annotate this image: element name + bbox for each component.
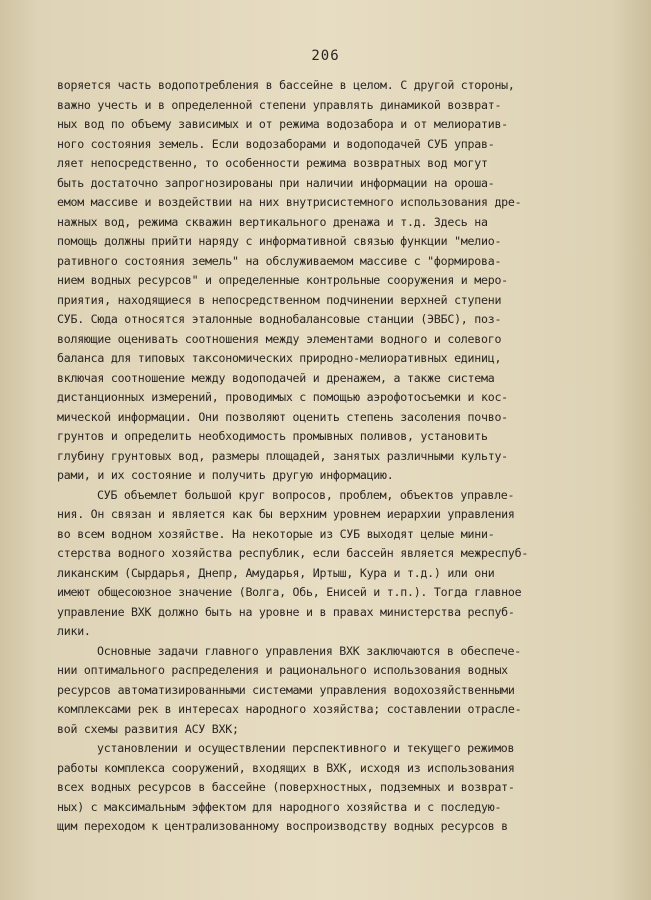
text-line: имеют общесоюзное значение (Волга, Обь, Енисей и т.п.). Тогда главное [57,585,522,599]
page-number: 206 [311,48,340,64]
text-line: ния. Он связан и является как бы верхним уровнем иерархии управления [57,507,515,521]
text-line: ных) с максимальным эффектом для народного хозяйства и с последую- [57,799,502,814]
text-line: всех водных ресурсов в бассейне (поверхностных, подземных и возврат- [57,780,515,794]
text-line: установлении и осуществлении перспективного и текущего режимов [97,741,515,755]
text-line: важно учесть и в определенной степени управлять динамикой возврат- [57,97,502,112]
text-line: емом массиве и воздействии на них внутрисистемного использования дре- [57,195,522,209]
text-line: воляющие оценивать соотношения между элементами водного и солевого [57,331,502,346]
text-line: грунтов и определить необходимость промывных поливов, установить [57,429,488,443]
text-line: комплексами рек в интересах народного хозяйства; составлении отрасле- [57,702,522,716]
text-line: ликанским (Сырдарья, Днепр, Амударья, Иртыш, Кура и т.д.) или они [57,565,495,580]
text-line: помощь должны прийти наряду с информативной связью функции "мелио- [57,234,502,248]
text-line: быть достаточно запрогнозированы при наличии информации на ороша- [57,175,495,190]
text-line: рами, и их состояние и получить другую информацию. [57,468,394,482]
text-line: СУБ объемлет большой круг вопросов, проблем, объектов управле- [97,487,515,502]
text-line: нии оптимального распределения и рационального использования водных [57,663,508,677]
text-line: баланса для типовых таксономических природно-мелиоративных единиц, [57,351,502,365]
text-line: воряется часть водопотребления в бассейне в целом. С другой стороны, [57,78,515,92]
text-line: нием водных ресурсов" и определенные контрольные сооружения и меро- [57,273,508,287]
text-line: ных вод по объему зависимых и от режима водозабора и от мелиоратив- [57,117,508,131]
text-line: лики. [57,624,91,638]
text-line: стерства водного хозяйства республик, если бассейн является межреспуб- [57,546,529,560]
body-text [57,76,627,837]
text-line: ративного состояния земель" на обслуживаемом массиве с "формирова- [57,253,502,268]
text-line: вой схемы развития АСУ ВХК; [57,721,239,736]
text-line: работы комплекса сооружений, входящих в ВХК, исходя из использования [57,760,515,775]
text-line: мической информации. Они позволяют оценить степень засоления почво- [57,409,508,424]
text-line: ляет непосредственно, то особенности режима возвратных вод могут [57,156,488,170]
text-line: СУБ. Сюда относятся эталонные воднобалансовые станции (ЭВБС), поз- [57,312,502,326]
text-line: ного состояния земель. Если водозаборами и водоподачей СУБ управ- [57,136,495,151]
text-line: Основные задачи главного управления ВХК заключаются в обеспече- [97,643,521,658]
text-line: глубину грунтовых вод, размеры площадей, занятых различными культу- [57,448,508,463]
text-line: во всем водном хозяйстве. На некоторые из СУБ выходят целые мини- [57,526,495,541]
text-line: включая соотношение между водоподачей и дренажем, а также система [57,370,495,385]
text-line: ресурсов автоматизированными системами управления водохозяйственными [57,682,515,697]
text-line: приятия, находящиеся в непосредственном подчинении верхней ступени [57,292,502,307]
text-line: дистанционных измерений, проводимых с помощью аэрофотосъемки и кос- [57,390,508,404]
text-line: управление ВХК должно быть на уровне и в правах министерства респуб- [57,604,515,619]
text-line: нажных вод, режима скважин вертикального дренажа и т.д. Здесь на [57,214,488,229]
text-line: щим переходом к централизованному воспроизводству водных ресурсов в [57,819,508,833]
